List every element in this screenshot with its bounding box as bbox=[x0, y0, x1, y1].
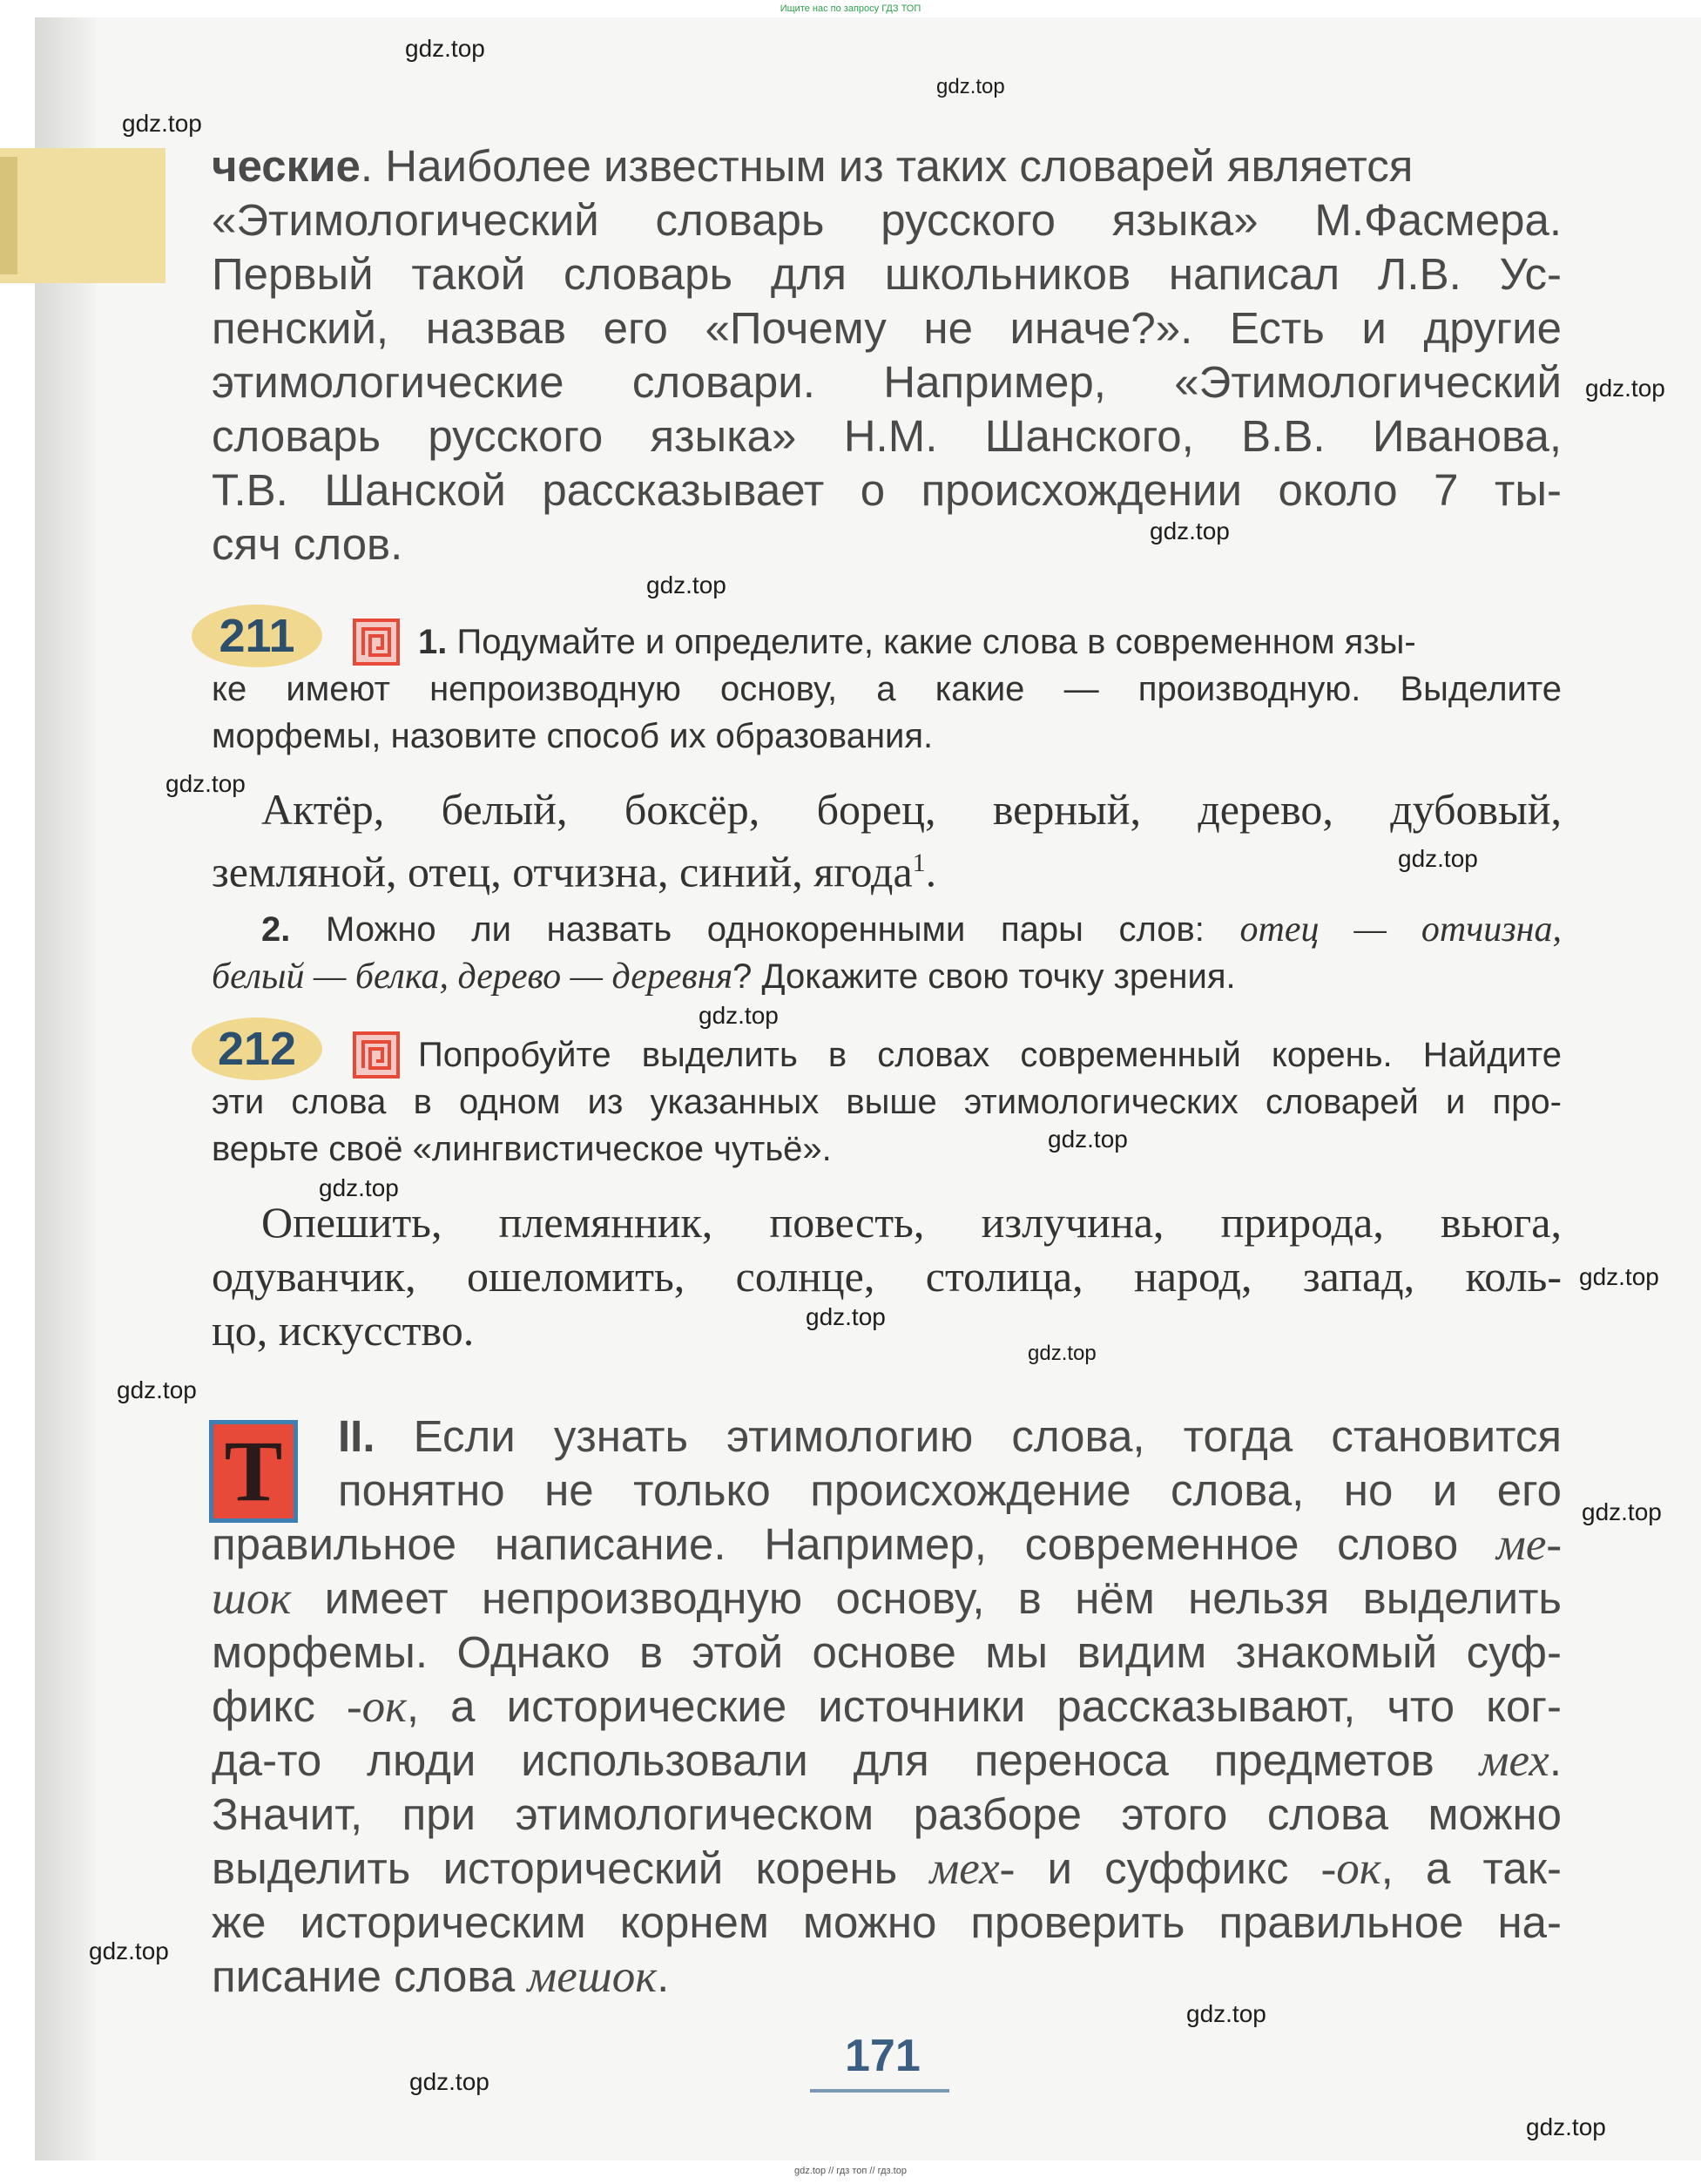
watermark: gdz.top bbox=[699, 1002, 779, 1029]
intro-line-8: сяч слов. bbox=[212, 519, 403, 569]
watermark: gdz.top bbox=[1150, 517, 1230, 544]
theory-line-4: шок имеет непроизводную основу, в нём нельзя выделить bbox=[212, 1573, 1563, 1624]
theory-line-2: понятно не только происхождение слова, но и его bbox=[338, 1465, 1562, 1515]
theory-line-9: выделить исторический корень мех- и суффикс -ок, а так- bbox=[212, 1843, 1563, 1894]
theory-line-5: морфемы. Однако в этой основе мы видим знакомый суф- bbox=[212, 1627, 1562, 1677]
theory-line-8: Значит, при этимологическом разборе этого слова можно bbox=[212, 1789, 1562, 1839]
watermark: gdz.top bbox=[1579, 1263, 1659, 1290]
task211-part2-line2: белый — белка, дерево — деревня? Докажите свою точку зрения. bbox=[212, 957, 1236, 997]
theory-line-11: писание слова мешок. bbox=[212, 1951, 670, 2002]
intro-line-2: «Этимологический словарь русского языка» М.Фасмера. bbox=[212, 195, 1562, 245]
watermark: gdz.top bbox=[117, 1376, 197, 1403]
theory-line-6: фикс -ок, а исторические источники рассказывают, что ког- bbox=[212, 1681, 1562, 1732]
watermark: gdz.top bbox=[165, 770, 246, 797]
margin-tab bbox=[0, 148, 165, 283]
intro-line-7: Т.В. Шанской рассказывает о происхождении около 7 ты- bbox=[212, 465, 1562, 515]
margin-tab-edge bbox=[0, 157, 17, 274]
intro-line-5: этимологические словари. Например, «Этимологический bbox=[212, 357, 1562, 407]
exercise-maze-icon bbox=[353, 1031, 400, 1078]
intro-line-4: пенский, назвав его «Почему не иначе?». Есть и другие bbox=[212, 303, 1562, 353]
footnote-mark: 1 bbox=[912, 849, 926, 877]
theory-line-1: II. Если узнать этимологию слова, тогда становится bbox=[338, 1411, 1563, 1461]
task211-part1-line1: 1. Подумайте и определите, какие слова в современном язы- bbox=[418, 623, 1416, 661]
watermark: gdz.top bbox=[806, 1303, 886, 1330]
watermark: gdz.top bbox=[1582, 1498, 1662, 1525]
page-spine bbox=[35, 17, 96, 2160]
task211-part2-line1: 2. Можно ли назвать однокоренными пары слов: отец — отчизна, bbox=[261, 909, 1562, 950]
task212-words-line3: цо, искусство. bbox=[212, 1306, 475, 1355]
theory-line-3: правильное написание. Например, современное слово ме- bbox=[212, 1519, 1563, 1570]
task212-line2: эти слова в одном из указанных выше этимологических словарей и про- bbox=[212, 1083, 1562, 1121]
theory-line-7: да-то люди использовали для переноса предметов мех. bbox=[212, 1735, 1562, 1786]
exercise-maze-icon bbox=[353, 619, 400, 666]
intro-paragraph bbox=[212, 139, 1562, 571]
intro-line-1: ческие. Наиболее известным из таких словарей является bbox=[212, 141, 1414, 191]
task212-words-line1: Опешить, племянник, повесть, излучина, природа, вьюга, bbox=[261, 1198, 1562, 1247]
watermark: gdz.top bbox=[409, 2068, 489, 2095]
page-number: 171 bbox=[845, 2031, 921, 2081]
watermark: gdz.top bbox=[936, 75, 1005, 98]
watermark: gdz.top bbox=[89, 1937, 169, 1964]
watermark: gdz.top bbox=[1398, 845, 1478, 872]
watermark: gdz.top bbox=[1048, 1126, 1128, 1153]
task211-part1-line3: морфемы, назовите способ их образования. bbox=[212, 717, 934, 755]
task211-words-line2: земляной, отец, отчизна, синий, ягода$^1$. bbox=[212, 847, 937, 896]
task-number-badge: 211 bbox=[192, 605, 322, 667]
bottom-note: gdz.top // гдз топ // гдз.top bbox=[794, 2166, 907, 2176]
intro-line-6: словарь русского языка» Н.М. Шанского, В.В. Иванова, bbox=[212, 411, 1562, 461]
top-note: Ищите нас по запросу ГДЗ ТОП bbox=[780, 3, 921, 14]
watermark: gdz.top bbox=[1585, 375, 1665, 402]
watermark: gdz.top bbox=[646, 571, 726, 598]
watermark: gdz.top bbox=[1028, 1342, 1097, 1365]
task211-part1-line2: ке имеют непроизводную основу, а какие — производную. Выделите bbox=[212, 670, 1562, 708]
watermark: gdz.top bbox=[122, 110, 202, 137]
watermark: gdz.top bbox=[1526, 2113, 1606, 2140]
task212-line3: верьте своё «лингвистическое чутьё». bbox=[212, 1130, 832, 1168]
theory-line-10: же историческим корнем можно проверить правильное на- bbox=[212, 1897, 1562, 1947]
theory-icon: Т bbox=[209, 1420, 298, 1523]
watermark: gdz.top bbox=[319, 1174, 399, 1201]
task212-words-line2: одуванчик, ошеломить, солнце, столица, народ, запад, коль- bbox=[212, 1252, 1562, 1301]
watermark: gdz.top bbox=[405, 35, 485, 62]
task212-line1: Попробуйте выделить в словах современный корень. Найдите bbox=[418, 1036, 1562, 1074]
task-number-badge: 212 bbox=[192, 1018, 322, 1080]
intro-line-3: Первый такой словарь для школьников написал Л.В. Ус- bbox=[212, 249, 1562, 299]
page-number-underline bbox=[810, 2089, 949, 2093]
watermark: gdz.top bbox=[1186, 2000, 1266, 2027]
task211-words-line1: Актёр, белый, боксёр, борец, верный, дерево, дубовый, bbox=[261, 785, 1562, 834]
